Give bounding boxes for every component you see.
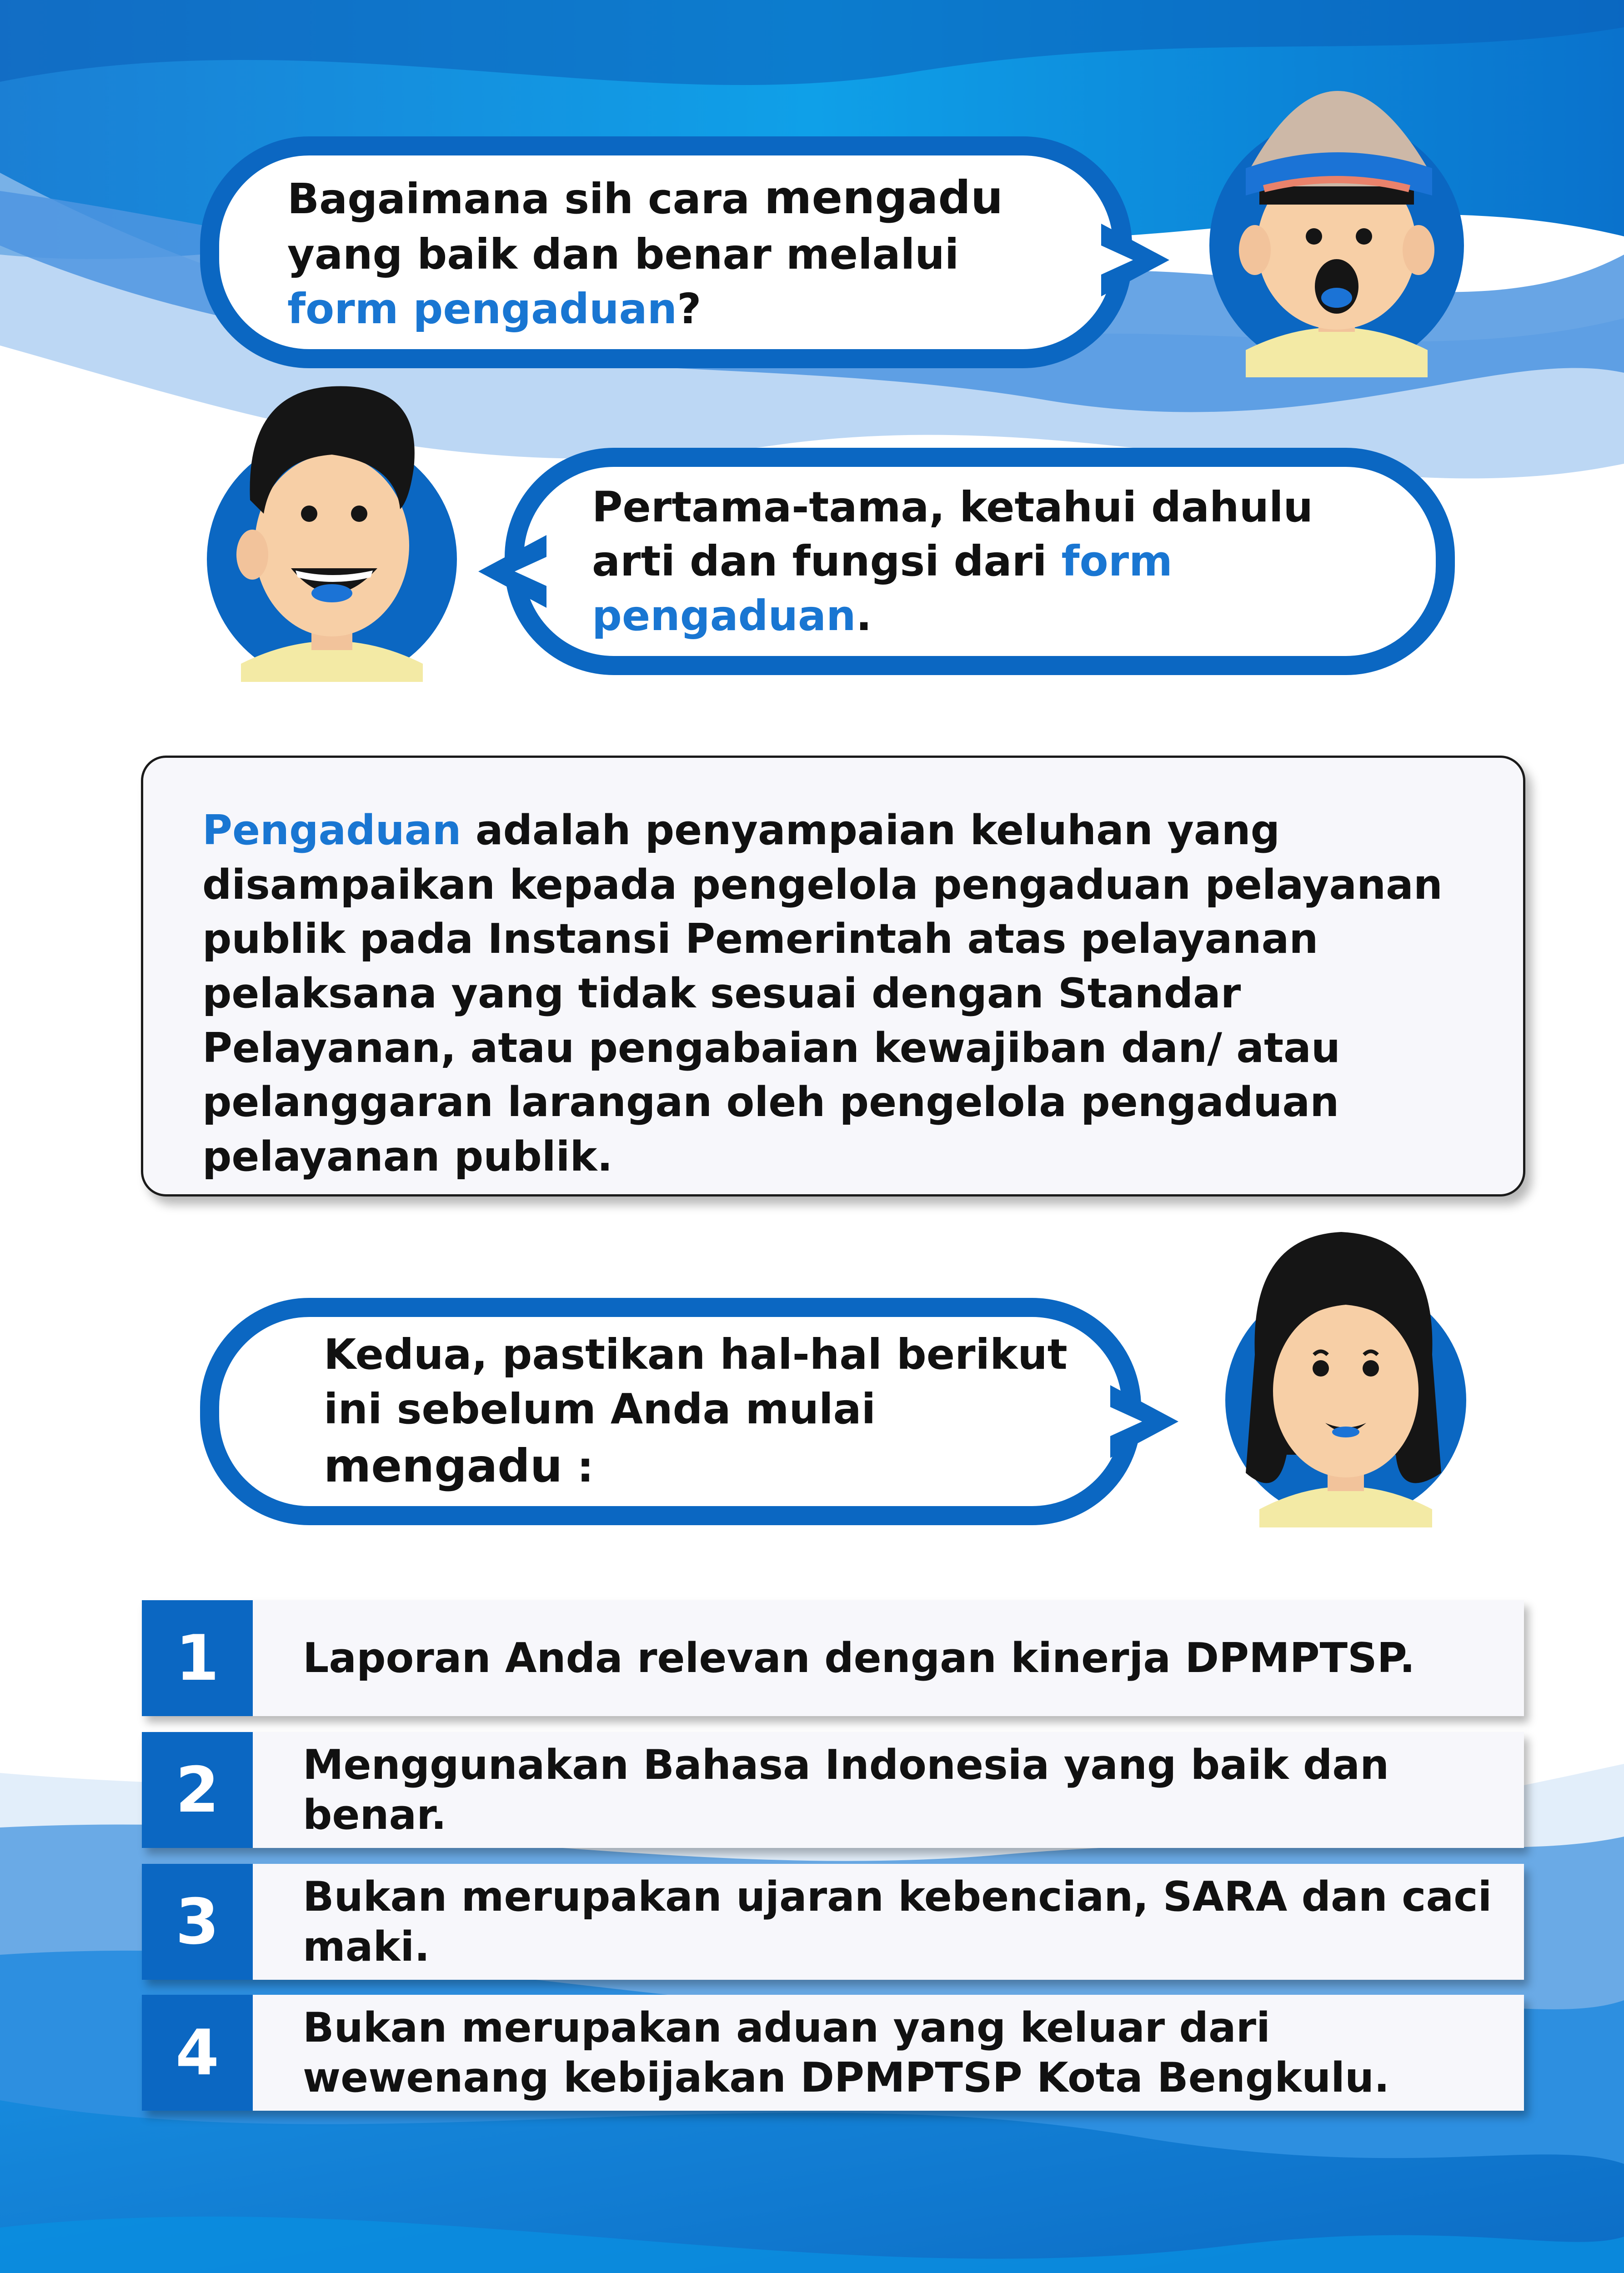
girl-avatar bbox=[1205, 1218, 1478, 1527]
checklist-item bbox=[142, 1995, 1524, 2111]
checklist-item bbox=[142, 1600, 1524, 1716]
checklist-number: 1 bbox=[142, 1600, 253, 1716]
checklist-intro-bubble bbox=[200, 1298, 1141, 1525]
question-text: Bagaimana sih cara mengadu yang baik dan benar melalui form pengaduan? bbox=[287, 171, 1003, 333]
checklist-text: Bukan merupakan aduan yang keluar dari wewenang kebijakan DPMPTSP Kota Bengkulu. bbox=[303, 2003, 1390, 2102]
answer-bubble bbox=[505, 448, 1455, 675]
answer-text: Pertama-tama, ketahui dahulu arti dan fungsi dari form pengaduan. bbox=[592, 482, 1313, 640]
bubble-tail-right bbox=[1101, 219, 1178, 301]
checklist-intro-text: Kedua, pastikan hal-hal berikut ini sebelum Anda mulai mengadu : bbox=[324, 1330, 1068, 1492]
checklist-text: Laporan Anda relevan dengan kinerja DPMPTSP. bbox=[303, 1634, 1415, 1682]
boy-smiling-avatar bbox=[195, 364, 468, 682]
checklist-text: Menggunakan Bahasa Indonesia yang baik dan benar. bbox=[303, 1741, 1389, 1839]
checklist-number: 4 bbox=[142, 1995, 253, 2111]
checklist-text: Bukan merupakan ujaran kebencian, SARA dan caci maki. bbox=[303, 1872, 1492, 1971]
boy-with-cap-avatar bbox=[1196, 32, 1478, 377]
bubble-tail-left bbox=[469, 531, 546, 612]
question-bubble bbox=[200, 136, 1132, 368]
checklist-number: 3 bbox=[142, 1864, 253, 1980]
definition-text: Pengaduan adalah penyampaian keluhan yang disampaikan kepada pengelola pengaduan pelayanan publik pada Instansi Pemerintah atas pelayanan pelaksana yang tidak sesuai dengan Standar Pelayanan, atau pengabaian kewajiban dan/ atau pelanggaran larangan oleh pengelola pengaduan pelayanan publik. bbox=[202, 806, 1443, 1181]
checklist-item bbox=[142, 1864, 1524, 1980]
definition-box bbox=[141, 756, 1525, 1197]
checklist-number: 2 bbox=[142, 1732, 253, 1848]
checklist-item bbox=[142, 1732, 1524, 1848]
bubble-tail-right bbox=[1110, 1381, 1188, 1462]
definition-term: Pengaduan bbox=[202, 806, 461, 854]
